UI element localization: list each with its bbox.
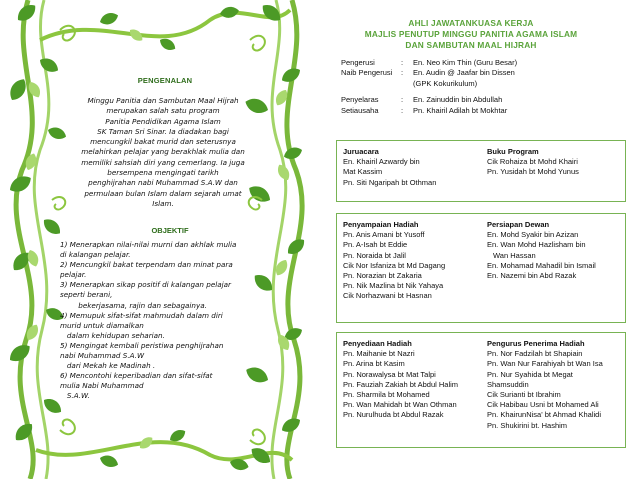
introduction-heading: PENGENALAN	[137, 76, 193, 85]
objective-line: murid untuk diamalkan	[60, 320, 144, 330]
officer-row: Setiausaha : Pn. Khairil Adilah bt Mokhtar	[341, 106, 621, 116]
officer-role	[341, 79, 401, 89]
member-name: Pn. Arina bt Kasim	[343, 359, 405, 369]
member-name: Pn. Wan Nur Farahiyah bt Wan Isa	[487, 359, 603, 369]
officer-name: En. Zainuddin bin Abdullah	[413, 95, 503, 105]
member-name: Cik Norhazwani bt Hasnan	[343, 291, 432, 301]
committee-header	[340, 18, 602, 51]
officer-name: En. Audin @ Jaafar bin Dissen	[413, 68, 515, 78]
committee-group-prize-presentation	[343, 220, 445, 302]
intro-line: permulaan bulan Islam dalam sejarah umat	[84, 188, 242, 198]
intro-line: melahirkan pelajar yang berakhlak mulia dan	[81, 147, 245, 157]
objective-line: 6) Mencontohi keperibadian dan sifat-sifat	[60, 371, 213, 381]
officer-row: Naib Pengerusi : En. Audin @ Jaafar bin Dissen	[341, 68, 621, 78]
objective-line: 5) Mengingat kembali peristiwa penghijrahan	[60, 340, 224, 350]
member-name: Cik Rohaiza bt Mohd Khairi	[487, 157, 578, 167]
officer-role: Setiausaha	[341, 105, 379, 115]
officer-row: Penyelaras : En. Zainuddin bin Abdullah	[341, 95, 621, 105]
member-name: En. Nazemi bin Abd Razak	[487, 271, 577, 281]
member-name: Wan Hassan	[493, 250, 536, 260]
objective-line: 2) Mencungkil bakat terpendam dan minat para	[60, 260, 233, 270]
member-name: Pn. Sharmila bt Mohamed	[343, 390, 430, 400]
member-name: Pn. Nur Syahida bt Megat	[487, 369, 573, 379]
objective-line: dalam kehidupan seharian.	[60, 330, 165, 340]
officer-name: En. Neo Kim Thin (Guru Besar)	[413, 58, 518, 67]
committee-box-prizes-hall	[336, 213, 626, 323]
objectives-heading: OBJEKTIF	[151, 226, 189, 235]
member-name: Pn. Nurulhuda bt Abdul Razak	[343, 410, 444, 420]
committee-group-program-book	[487, 147, 579, 178]
member-name: Pn. Maihanie bt Nazri	[343, 349, 415, 359]
committee-group-emcee	[343, 147, 436, 188]
intro-line: penghijrahan nabi Muhammad S.A.W dan	[88, 178, 238, 188]
introduction-text	[58, 96, 268, 209]
member-name: Pn. Yusidah bt Mohd Yunus	[487, 167, 579, 177]
member-name: Pn. Norazian bt Zakaria	[343, 271, 422, 281]
intro-line: merupakan salah satu program	[106, 106, 220, 116]
member-name: Pn. Nik Mazlina bt Nik Yahaya	[343, 281, 444, 291]
header-line: AHLI JAWATANKUASA KERJA	[408, 18, 534, 28]
group-title: Penyampaian Hadiah	[343, 220, 419, 229]
officer-role: Pengerusi	[341, 58, 375, 67]
objective-line: bekerjasama, rajin dan sebagainya.	[60, 300, 207, 310]
group-title: Penyediaan Hadiah	[343, 339, 412, 348]
officers-list	[341, 58, 621, 116]
objective-line: 1) Menerapkan nilai-nilai murni dan akhlak mulia	[60, 240, 237, 249]
intro-line: memiliki sahsiah diri yang cemerlang. Ia juga	[81, 157, 245, 167]
member-name: Cik Nor Isfaniza bt Md Dagang	[343, 260, 446, 270]
officer-row	[341, 79, 621, 89]
group-title: Pengurus Penerima Hadiah	[487, 339, 585, 348]
member-name: Cik Surianti bt Ibrahim	[487, 390, 561, 400]
member-name: Pn. A-Isah bt Eddie	[343, 240, 408, 250]
group-title: Buku Program	[487, 147, 539, 156]
objective-line: dari Mekah ke Madinah .	[60, 361, 156, 371]
objective-line: 4) Memupuk sifat-sifat mahmudah dalam diri	[60, 310, 223, 320]
member-name: Pn. Nor Fadzilah bt Shapiain	[487, 349, 583, 359]
intro-line: Panitia Pendidikan Agama Islam	[105, 116, 221, 126]
group-title: Persiapan Dewan	[487, 220, 550, 229]
intro-line: Islam.	[152, 198, 174, 208]
objective-line: nabi Muhammad S.A.W	[60, 351, 145, 361]
member-name: En. Mohamad Mahadil bin Ismail	[487, 260, 596, 270]
intro-line: SK Taman Sri Sinar. Ia diadakan bagi	[97, 126, 229, 136]
officer-role: Penyelaras	[341, 95, 379, 105]
member-name: Pn. Siti Ngaripah bt Othman	[343, 177, 437, 187]
committee-group-prize-recipients-manager	[487, 339, 603, 431]
committee-group-hall-preparation	[487, 220, 596, 281]
objective-line: 3) Menerapkan sikap positif di kalangan pelajar	[60, 280, 231, 290]
committee-box-prize-prep-recipients	[336, 332, 626, 448]
officer-name: Pn. Khairil Adilah bt Mokhtar	[413, 105, 508, 115]
member-name: Pn. Noraida bt Jalil	[343, 250, 406, 260]
member-name: En. Wan Mohd Hazlisham bin	[487, 240, 586, 250]
objectives-list	[60, 240, 272, 402]
member-name: Mat Kassim	[343, 167, 383, 177]
program-front-panel	[0, 0, 318, 479]
member-name: Pn. Norawalysa bt Mat Talpi	[343, 369, 436, 379]
member-name: Cik Habibau Usni bt Mohamed Ali	[487, 400, 599, 410]
member-name: Shamsuddin	[487, 379, 529, 389]
member-name: En. Mohd Syakir bin Azizan	[487, 230, 579, 240]
intro-line: bersempena mengingati tarikh	[107, 168, 219, 178]
objective-line: seperti berani,	[60, 290, 113, 300]
officer-role: Naib Pengerusi	[341, 68, 393, 78]
committee-group-prize-preparation	[343, 339, 458, 421]
objective-line: di kalangan pelajar.	[60, 250, 131, 260]
member-name: Pn. Fauziah Zakiah bt Abdul Halim	[343, 379, 459, 389]
intro-line: mencungkil bakat murid dan seterusnya	[90, 137, 236, 147]
objective-line: mulia Nabi Muhammad	[60, 381, 144, 391]
header-line: DAN SAMBUTAN MAAL HIJRAH	[405, 40, 537, 50]
header-line: MAJLIS PENUTUP MINGGU PANITIA AGAMA ISLAM	[364, 29, 578, 39]
member-name: Pn. Anis Amani bt Yusoff	[343, 230, 425, 240]
member-name: Pn. KhairunNisa' bt Ahmad Khalidi	[487, 410, 601, 420]
committee-box-emcee-program	[336, 140, 626, 202]
member-name: Pn. Wan Mahidah bt Wan Othman	[343, 400, 457, 410]
intro-line: Minggu Panitia dan Sambutan Maal Hijrah	[87, 96, 239, 105]
member-name: En. Khairil Azwardy bin	[343, 157, 420, 167]
group-title: Juruacara	[343, 147, 379, 156]
officer-name: (GPK Kokurikulum)	[413, 78, 478, 88]
objective-line: S.A.W.	[60, 391, 90, 401]
member-name: Pn. Shukirini bt. Hashim	[487, 420, 568, 430]
officer-row: Pengerusi : En. Neo Kim Thin (Guru Besar)	[341, 58, 621, 68]
objective-line: pelajar.	[60, 270, 87, 280]
